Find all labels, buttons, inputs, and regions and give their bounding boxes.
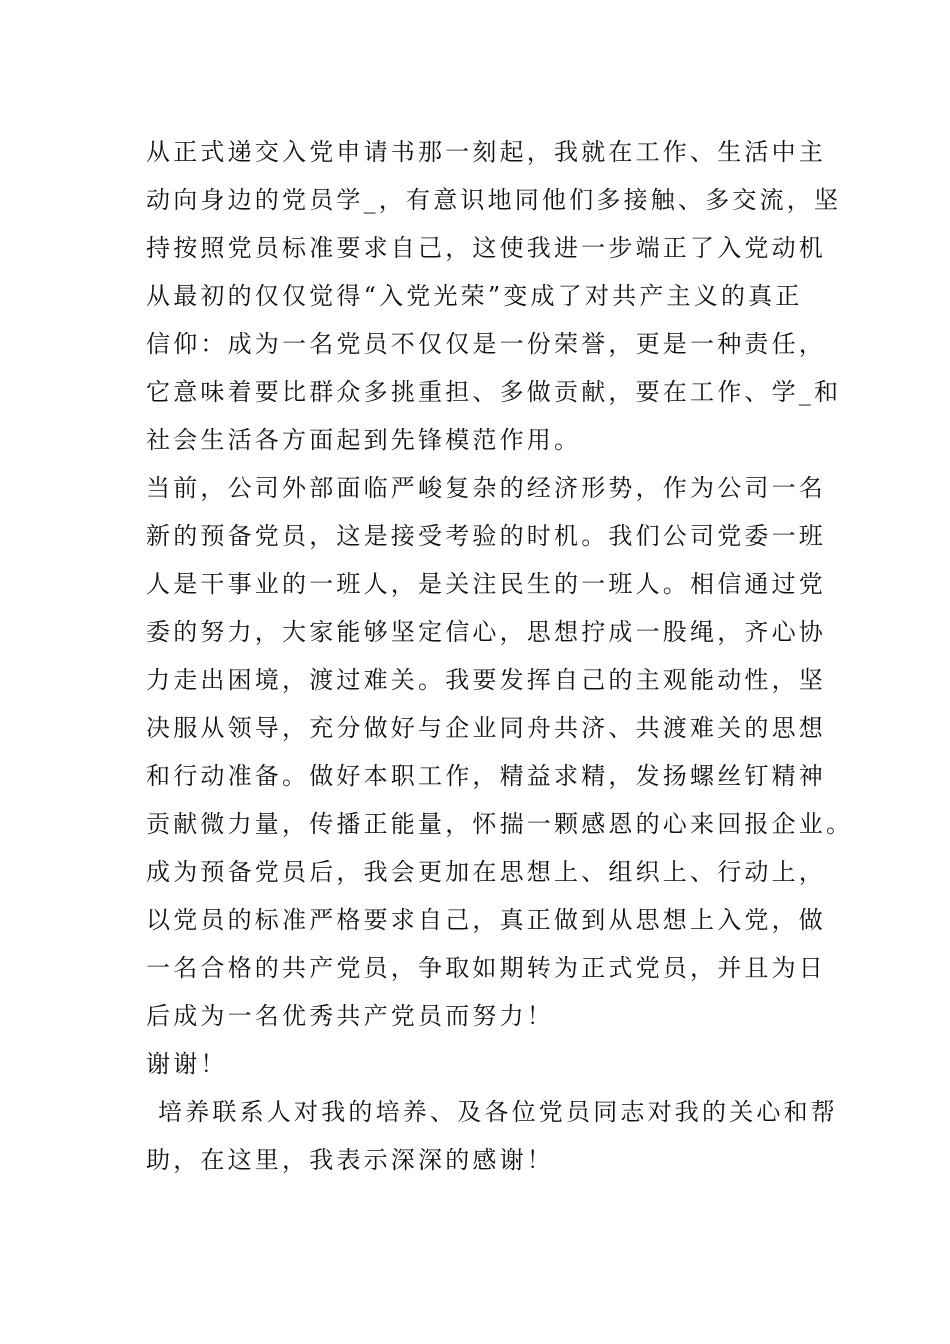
- text-line: 委的努力，大家能够坚定信心，思想拧成一股绳，齐心协: [146, 618, 826, 646]
- paragraph-current-situation: [146, 464, 854, 848]
- text-line: 和行动准备。做好本职工作，精益求精，发扬螺丝钉精神: [146, 762, 826, 790]
- text-line: 贡献微力量，传播正能量，怀揣一颗感恩的心来回报企业。: [146, 810, 854, 838]
- text-line: 当前，公司外部面临严峻复杂的经济形势，作为公司一名: [146, 474, 826, 502]
- text-line: 持按照党员标准要求自己，这使我进一步端正了入党动机: [146, 234, 826, 262]
- paragraph-commitment: [146, 128, 842, 464]
- paragraph-acknowledgement: [146, 1088, 838, 1184]
- text-line: 人是干事业的一班人，是关注民生的一班人。相信通过党: [146, 570, 826, 598]
- text-line: 信仰：成为一名党员不仅仅是一份荣誉，更是一种责任，: [146, 330, 826, 358]
- text-line: 社会生活各方面起到先锋模范作用。: [146, 426, 582, 454]
- paragraph-resolution: [146, 848, 826, 1040]
- text-line: 力走出困境，渡过难关。我要发挥自己的主观能动性，坚: [146, 666, 826, 694]
- text-line: 从正式递交入党申请书那一刻起，我就在工作、生活中主: [146, 138, 826, 166]
- text-line: 动向身边的党员学_，有意识地同他们多接触、多交流，坚: [146, 186, 842, 214]
- text-line: 以党员的标准严格要求自己，真正做到从思想上入党，做: [146, 906, 826, 934]
- text-line: 它意味着要比群众多挑重担、多做贡献，要在工作、学_和: [146, 378, 842, 406]
- text-line: 一名合格的共产党员，争取如期转为正式党员，并且为日: [146, 954, 826, 982]
- text-line: 从最初的仅仅觉得“入党光荣”变成了对共产主义的真正: [146, 282, 803, 310]
- paragraph-thanks: [146, 1040, 806, 1088]
- text-line: 培养联系人对我的培养、及各位党员同志对我的关心和帮: [158, 1098, 838, 1126]
- text-line: 谢谢！: [146, 1050, 228, 1078]
- text-line: 成为预备党员后，我会更加在思想上、组织上、行动上，: [146, 858, 826, 886]
- text-line: 后成为一名优秀共产党员而努力！: [146, 1002, 554, 1030]
- text-line: 助，在这里，我表示深深的感谢！: [146, 1146, 554, 1174]
- text-line: 新的预备党员，这是接受考验的时机。我们公司党委一班: [146, 522, 826, 550]
- text-line: 决服从领导，充分做好与企业同舟共济、共渡难关的思想: [146, 714, 826, 742]
- document-body: [146, 128, 854, 1184]
